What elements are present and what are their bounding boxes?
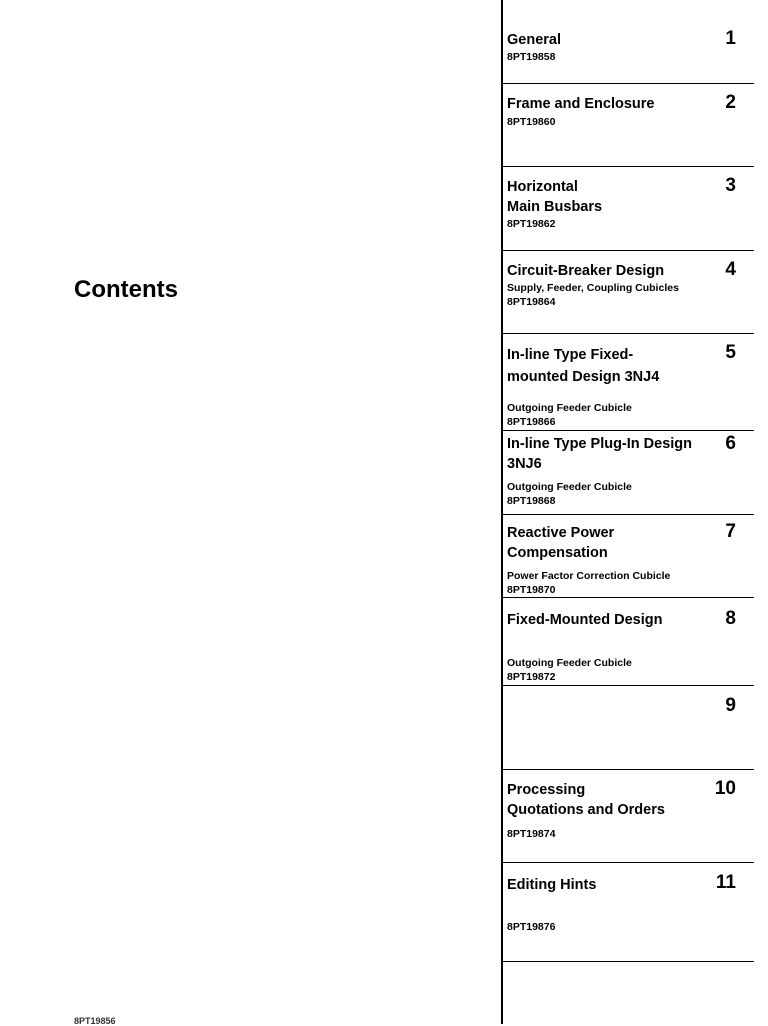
toc-entry-title: In-line Type Plug-In Design 3NJ6 [507,436,693,472]
toc-entry-title: Fixed-Mounted Design [507,612,663,628]
toc-entry-10[interactable] [503,770,754,863]
toc-entry-title: Editing Hints [507,877,597,893]
toc-entry-title: Horizontal Main Busbars [507,179,603,215]
toc-entry-9[interactable] [503,686,754,770]
toc-entry-11[interactable] [503,863,754,962]
toc-entry-number: 5 [725,342,736,363]
toc-entry-number: 3 [725,175,736,196]
toc-entry-number: 9 [725,695,736,716]
toc-entry-subtitle: 8PT19860 [507,116,556,128]
toc-entry-subtitle: Outgoing Feeder Cubicle 8PT19868 [507,481,632,507]
toc-entry-7[interactable] [503,515,754,598]
toc-entry-6[interactable] [503,431,754,515]
toc-entry-number: 4 [725,259,736,280]
toc-entry-title: Processing Quotations and Orders [507,782,665,818]
toc-entry-subtitle: 8PT19858 [507,51,556,63]
toc-entry-title: Reactive Power Compensation [507,525,615,561]
toc-entry-subtitle: Outgoing Feeder Cubicle 8PT19872 [507,657,632,683]
toc-entry-subtitle: 8PT19862 [507,218,556,230]
toc-entry-subtitle: Supply, Feeder, Coupling Cubicles 8PT19864 [507,282,679,308]
toc-entry-3[interactable] [503,167,754,251]
toc-entry-number: 2 [725,92,736,113]
toc-entry-number: 1 [725,28,736,49]
toc-list [503,0,754,1024]
toc-entry-subtitle: Outgoing Feeder Cubicle 8PT19866 [507,402,632,428]
toc-entry-2[interactable] [503,84,754,167]
toc-entry-5[interactable] [503,334,754,431]
toc-entry-subtitle: 8PT19876 [507,921,556,933]
toc-entry-number: 6 [725,433,736,454]
toc-entry-number: 10 [714,778,736,799]
toc-entry-4[interactable] [503,251,754,334]
toc-entry-number: 11 [715,872,736,893]
toc-entry-1[interactable] [503,0,754,84]
toc-entry-number: 8 [725,608,736,629]
page-title: Contents [74,276,178,303]
footer-code: 8PT19856 [74,1016,116,1026]
toc-entry-subtitle: 8PT19874 [507,828,556,840]
toc-entry-number: 7 [725,521,736,542]
toc-entry-title: Circuit-Breaker Design [507,263,665,279]
toc-entry-subtitle: Power Factor Correction Cubicle 8PT19870 [507,570,671,596]
toc-entry-title: Frame and Enclosure [507,96,655,112]
toc-entry-title: General [507,32,561,48]
toc-entry-8[interactable] [503,598,754,686]
toc-entry-title: In-line Type Fixed- mounted Design 3NJ4 [507,347,660,385]
